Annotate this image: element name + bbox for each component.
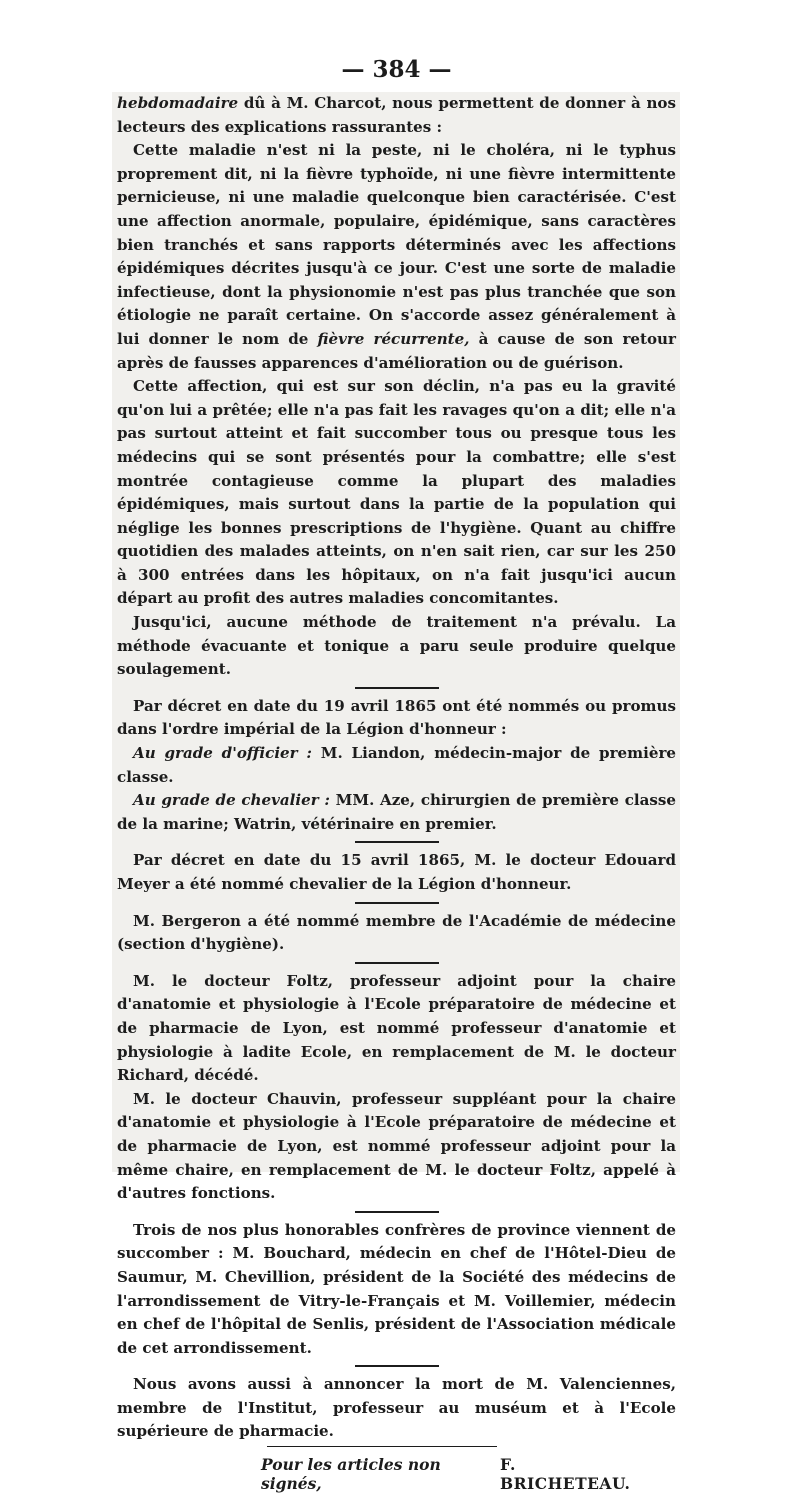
disease-text-a: Cette maladie n'est ni la peste, ni le choléra, ni le typhus proprement dit, ni la fièvre typhoïde, ni une fièvre intermittente pernicieuse, ni une maladie quelconque bien caractérisée. C'est une affection anormale, populaire, épidémique, sans caractères bien tranchés et sans rapports déterminés avec les affections épidémiques décrites jusqu'à ce jour. C'est une sorte de maladie infectieuse, dont la physionomie n'est pas plus tranchée que son étiologie ne paraît certaine. On s'accorde assez généralement à lui donner le nom de	[117, 141, 676, 348]
disease-text-b: à cause de son retour après de fausses apparences d'amélioration ou de guérison.	[117, 329, 676, 372]
signature-author: F. BRICHETEAU.	[500, 1455, 631, 1493]
separator-rule	[355, 841, 439, 843]
paragraph-obituaries: Trois de nos plus honorables confrères de province viennent de succomber : M. Bouchard, médecin en chef de l'Hôtel-Dieu de Saumur, M. Chevillion, président de la Société des médecins de l'arrondissement de Vitry-le-Français et M. Voillemier, médecin en chef de l'hôpital de Senlis, président de l'Association médicale de cet arrondissement.	[117, 1220, 676, 1357]
separator-rule	[355, 1365, 439, 1367]
grade-chevalier-text: MM. Aze, chirurgien de première classe de la marine; Watrin, vétérinaire en premier.	[117, 791, 676, 833]
paragraph-decree-meyer: Par décret en date du 15 avril 1865, M. le docteur Edouard Meyer a été nommé chevalier de la Légion d'honneur.	[117, 851, 676, 893]
paragraph-bergeron: M. Bergeron a été nommé membre de l'Académie de médecine (section d'hygiène).	[117, 911, 676, 954]
grade-officier-label: Au grade d'officier :	[133, 744, 312, 763]
grade-chevalier-label: Au grade de chevalier :	[133, 791, 330, 810]
signature-note: Pour les articles non signés,	[261, 1455, 441, 1493]
disease-name-emphasis: fièvre récurrente,	[317, 329, 470, 348]
paragraph-chauvin: M. le docteur Chauvin, professeur suppléant pour la chaire d'anatomie et physiologie à l'Ecole préparatoire de médecine et de pharmacie de Lyon, est nommé professeur adjoint pour la même chaire, en remplacement de M. le docteur Foltz, appelé à d'autres fonctions.	[117, 1089, 676, 1203]
grade-officier-text: M. Liandon, médecin-major de première classe.	[117, 744, 676, 786]
paragraph-decline: Cette affection, qui est sur son déclin, n'a pas eu la gravité qu'on lui a prêtée; elle n'a pas fait les ravages qu'on a dit; elle n'a pas surtout atteint et fait succomber tous ou presque tous les médecins qui se sont présentés pour la combattre; elle s'est montrée contagieuse comme la plupart des maladies épidémiques, mais surtout dans la partie de la population qui néglige les bonnes prescriptions de l'hygiène. Quant au chiffre quotidien des malades atteints, on n'en sait rien, car sur les 250 à 300 entrées dans les hôpitaux, on n'a fait jusqu'ici aucun départ au profit des autres maladies concomitantes.	[117, 377, 676, 608]
signature-rule	[267, 1446, 497, 1447]
intro-text: dû à M. Charcot, nous permettent de donner à nos lecteurs des explications rassurantes :	[117, 94, 676, 136]
paragraph-grade-officier	[117, 742, 676, 789]
paragraph-intro	[117, 92, 676, 139]
separator-rule	[355, 962, 439, 964]
paragraph-grade-chevalier	[117, 789, 676, 836]
paragraph-treatment: Jusqu'ici, aucune méthode de traitement n'a prévalu. La méthode évacuante et tonique a paru seule produire quelque soulagement.	[117, 613, 676, 679]
separator-rule	[355, 687, 439, 689]
separator-rule	[355, 902, 439, 904]
article-body	[117, 92, 676, 1493]
signature-line	[117, 1455, 676, 1493]
paragraph-decree-legion: Par décret en date du 19 avril 1865 ont été nommés ou promus dans l'ordre impérial de la Légion d'honneur :	[117, 696, 676, 739]
intro-emphasis: hebdomadaire	[117, 94, 239, 112]
paragraph-foltz: M. le docteur Foltz, professeur adjoint pour la chaire d'anatomie et physiologie à l'Ecole préparatoire de médecine et de pharmacie de Lyon, est nommé professeur d'anatomie et physiologie à ladite Ecole, en remplacement de M. le docteur Richard, décédé.	[117, 971, 676, 1085]
paragraph-disease-description	[117, 139, 676, 375]
page-number: — 384 —	[341, 56, 452, 83]
separator-rule	[355, 1211, 439, 1213]
paragraph-valenciennes: Nous avons aussi à annoncer la mort de M. Valenciennes, membre de l'Institut, professeur au muséum et à l'Ecole supérieure de pharmacie.	[117, 1375, 676, 1441]
